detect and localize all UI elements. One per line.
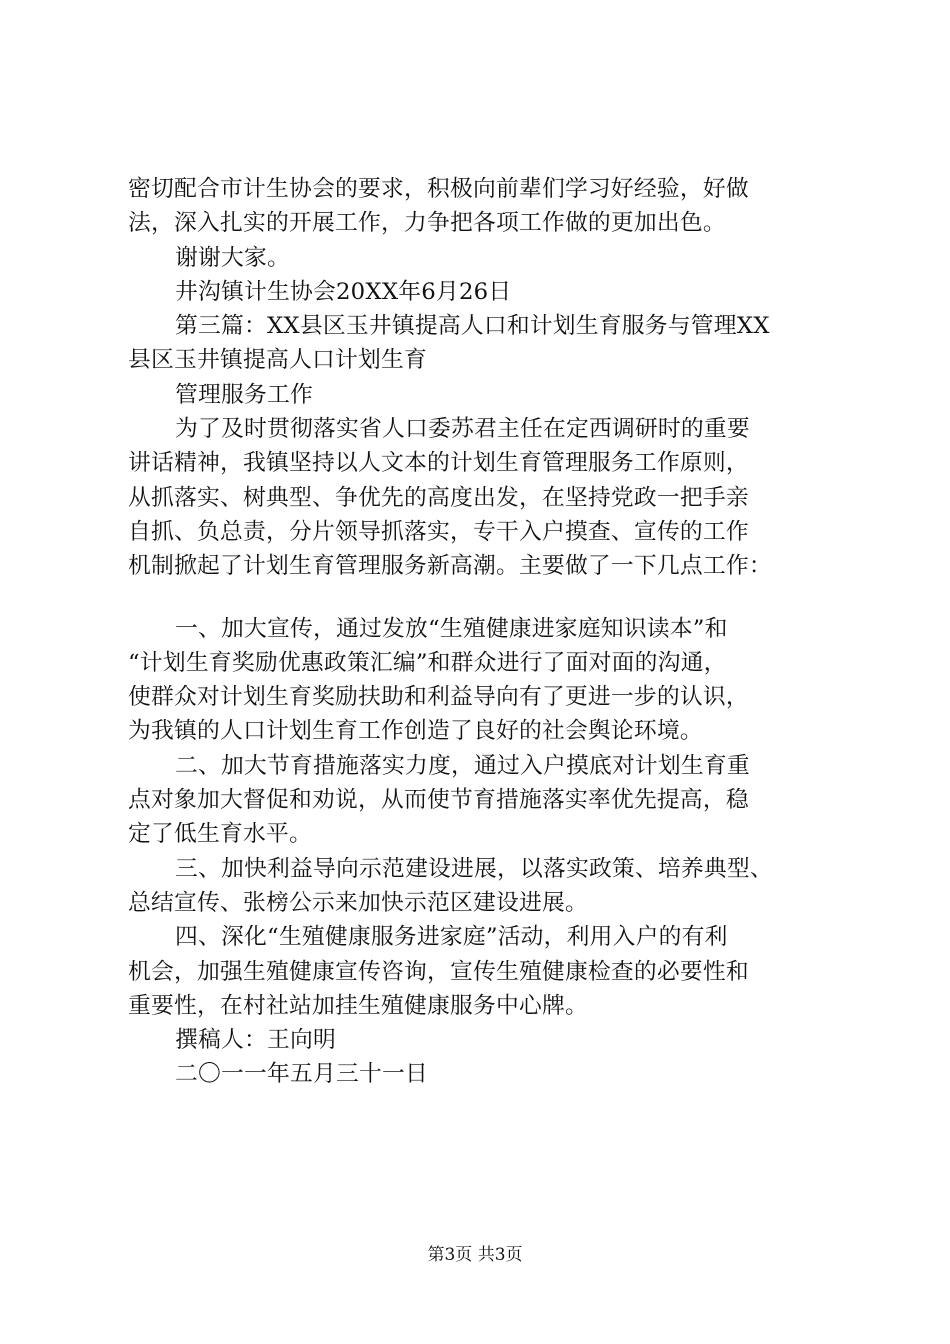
- document-body: [128, 172, 828, 1092]
- text-line: 使群众对计划生育奖励扶助和利益导向有了更进一步的认识，: [128, 684, 749, 711]
- text-line: 从抓落实、树典型、争优先的高度出发，在坚持党政一把手亲: [128, 484, 749, 511]
- text-line: 三、加快利益导向示范建设进展，以落实政策、培养典型、: [175, 855, 773, 882]
- text-line: 谢谢大家。: [175, 244, 290, 271]
- section-subtitle: 管理服务工作: [175, 381, 313, 408]
- text-line: “计划生育奖励优惠政策汇编”和群众进行了面对面的沟通，: [128, 649, 727, 676]
- date-line: 二〇一一年五月三十一日: [175, 1061, 428, 1088]
- paragraph-gap: [128, 584, 828, 612]
- text-line: 自抓、负总责，分片领导抓落实，专干入户摸查、宣传的工作: [128, 518, 749, 545]
- text-line: 密切配合市计生协会的要求，积极向前辈们学习好经验，好做: [128, 176, 749, 202]
- author-line: 撰稿人：王向明: [175, 1027, 336, 1054]
- text-line: 为我镇的人口计划生育工作创造了良好的社会舆论环境。: [128, 718, 703, 745]
- text-line: 二、加大节育措施落实力度，通过入户摸底对计划生育重: [175, 752, 750, 779]
- section-heading-continued: 县区玉井镇提高人口计划生育: [128, 347, 427, 374]
- text-line: 法，深入扎实的开展工作，力争把各项工作做的更加出色。: [128, 210, 726, 237]
- text-line: 四、深化“生殖健康服务进家庭”活动，利用入户的有利: [175, 924, 728, 951]
- section-heading: 第三篇：XX县区玉井镇提高人口和计划生育服务与管理XX: [175, 313, 770, 340]
- text-line: 讲话精神，我镇坚持以人文本的计划生育管理服务工作原则，: [128, 450, 749, 477]
- text-line: 定了低生育水平。: [128, 821, 312, 848]
- text-line: 为了及时贯彻落实省人口委苏君主任在定西调研时的重要: [175, 416, 750, 443]
- text-line: 机会，加强生殖健康宣传咨询，宣传生殖健康检查的必要性和: [128, 958, 749, 985]
- page-footer: [0, 1244, 950, 1266]
- text-line: 重要性，在村社站加挂生殖健康服务中心牌。: [128, 992, 588, 1019]
- text-line: 点对象加大督促和劝说，从而使节育措施落实率优先提高，稳: [128, 787, 749, 814]
- text-line: 井沟镇计生协会20XX年6月26日: [175, 278, 512, 305]
- text-line: 总结宣传、张榜公示来加快示范区建设进展。: [128, 889, 588, 916]
- text-line: 一、加大宣传，通过发放“生殖健康进家庭知识读本”和: [175, 615, 728, 642]
- page-number: 第3页 共3页: [427, 1245, 523, 1265]
- text-line: 机制掀起了计划生育管理服务新高潮。主要做了一下几点工作：: [128, 553, 772, 580]
